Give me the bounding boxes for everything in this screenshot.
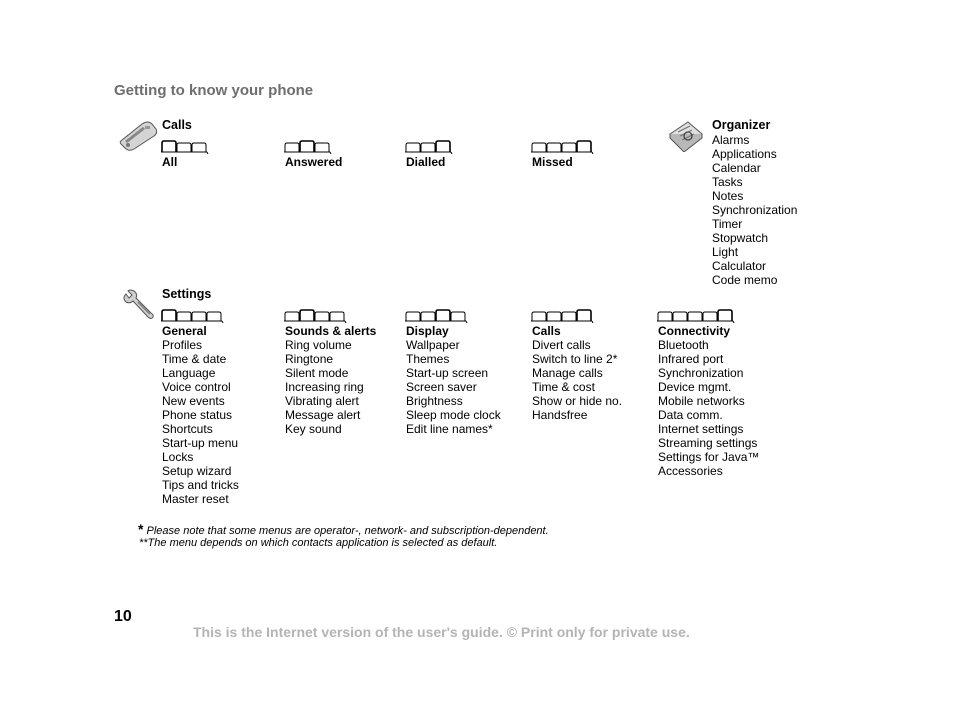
- section-title: Getting to know your phone: [114, 82, 314, 99]
- settings-menu-item[interactable]: Master reset: [162, 492, 229, 506]
- tab-baseline-end: [330, 152, 331, 154]
- settings-menu-item[interactable]: Ring volume: [285, 338, 352, 352]
- settings-menu-item[interactable]: Themes: [406, 352, 450, 366]
- calls-tab-dialled[interactable]: Dialled: [406, 155, 446, 169]
- menu-tab-shape: [162, 310, 176, 321]
- organizer-item[interactable]: Alarms: [712, 133, 750, 147]
- settings-menu-item[interactable]: Phone status: [162, 408, 233, 422]
- menu-tab-shape: [547, 143, 561, 152]
- settings-tab-head[interactable]: Sounds & alerts: [285, 324, 377, 338]
- settings-menu-item[interactable]: Show or hide no.: [532, 394, 623, 408]
- settings-tabs-calls: [531, 309, 595, 323]
- settings-menu-item[interactable]: Increasing ring: [285, 380, 364, 394]
- settings-menu-item[interactable]: Language: [162, 366, 216, 380]
- menu-tab-shape: [300, 141, 314, 152]
- settings-tabs-general: [161, 309, 225, 323]
- organizer-item[interactable]: Calendar: [712, 161, 761, 175]
- settings-menu-item[interactable]: Time & cost: [532, 380, 595, 394]
- phone-handset-icon: [116, 116, 160, 152]
- settings-menu-item[interactable]: Wallpaper: [406, 338, 460, 352]
- settings-menu-item[interactable]: Tips and tricks: [162, 478, 239, 492]
- menu-tab-shape: [658, 312, 672, 321]
- settings-menu-item[interactable]: Mobile networks: [658, 394, 745, 408]
- settings-menu-item[interactable]: Settings for Java™: [658, 450, 760, 464]
- menu-tab-shape: [285, 312, 299, 321]
- menu-tab-shape: [421, 312, 435, 321]
- settings-menu-item[interactable]: Setup wizard: [162, 464, 232, 478]
- menu-tab-shape: [207, 312, 221, 321]
- menu-tab-shape: [532, 143, 546, 152]
- settings-menu-item[interactable]: Profiles: [162, 338, 203, 352]
- menu-tab-shape: [300, 310, 314, 321]
- calls-tab-answered[interactable]: Answered: [285, 155, 343, 169]
- settings-menu-item[interactable]: Switch to line 2*: [532, 352, 618, 366]
- settings-menu-item[interactable]: Start-up screen: [406, 366, 489, 380]
- settings-menu-item[interactable]: Device mgmt.: [658, 380, 732, 394]
- settings-tab-head[interactable]: Connectivity: [658, 324, 731, 338]
- organizer-item[interactable]: Tasks: [712, 175, 743, 189]
- settings-menu-item[interactable]: Data comm.: [658, 408, 723, 422]
- menu-tab-shape: [532, 312, 546, 321]
- menu-tab-shape: [315, 143, 329, 152]
- tab-baseline-end: [451, 152, 452, 154]
- settings-menu-title: Settings: [162, 287, 212, 301]
- settings-menu-item[interactable]: Shortcuts: [162, 422, 213, 436]
- menu-tab-shape: [177, 312, 191, 321]
- settings-tab-head[interactable]: Display: [406, 324, 449, 338]
- menu-tab-shape: [688, 312, 702, 321]
- settings-menu-item[interactable]: Accessories: [658, 464, 723, 478]
- menu-tab-shape: [577, 141, 591, 152]
- menu-tab-shape: [330, 312, 344, 321]
- menu-tab-shape: [673, 312, 687, 321]
- tab-baseline-end: [222, 321, 223, 323]
- settings-menu-item[interactable]: Time & date: [162, 352, 227, 366]
- contacts-note: **The menu depends on which contacts application is selected as default.: [139, 537, 498, 549]
- menu-tab-shape: [577, 310, 591, 321]
- settings-menu-item[interactable]: Ringtone: [285, 352, 334, 366]
- settings-tabs-sounds: [284, 309, 348, 323]
- note-text-1: Please note that some menus are operator-, network- and subscription-dependent.: [146, 525, 549, 537]
- menu-tab-shape: [718, 310, 732, 321]
- settings-tab-head[interactable]: General: [162, 324, 207, 338]
- menu-tab-shape: [562, 312, 576, 321]
- organizer-item[interactable]: Notes: [712, 189, 744, 203]
- settings-column-calls: [532, 324, 622, 422]
- settings-tab-head[interactable]: Calls: [532, 324, 561, 338]
- menu-tab-shape: [177, 143, 191, 152]
- settings-column-display: [406, 324, 501, 436]
- organizer-menu-title: Organizer: [712, 118, 771, 132]
- menu-tab-shape: [192, 143, 206, 152]
- settings-menu-item[interactable]: Start-up menu: [162, 436, 239, 450]
- settings-menu-item[interactable]: Edit line names*: [406, 422, 493, 436]
- settings-menu-item[interactable]: Infrared port: [658, 352, 724, 366]
- settings-menu-item[interactable]: Voice control: [162, 380, 231, 394]
- menu-tab-shape: [315, 312, 329, 321]
- settings-menu-item[interactable]: Locks: [162, 450, 194, 464]
- calls-tab-missed[interactable]: Missed: [532, 155, 573, 169]
- settings-column-connectivity: [658, 324, 759, 478]
- menu-tab-shape: [162, 141, 176, 152]
- settings-menu-item[interactable]: Internet settings: [658, 422, 744, 436]
- settings-menu-item[interactable]: Key sound: [285, 422, 342, 436]
- page-number: 10: [114, 608, 132, 625]
- organizer-item[interactable]: Timer: [712, 217, 743, 231]
- menu-tab-shape: [547, 312, 561, 321]
- tab-baseline-end: [207, 152, 208, 154]
- settings-menu-item[interactable]: Synchronization: [658, 366, 744, 380]
- footer-disclaimer: This is the Internet version of the user's guide. © Print only for private use.: [193, 624, 690, 640]
- operator-note: [138, 521, 549, 537]
- settings-menu-item[interactable]: Vibrating alert: [285, 394, 359, 408]
- tab-baseline-end: [466, 321, 467, 323]
- organizer-book-icon: [666, 116, 706, 152]
- settings-menu-item[interactable]: Bluetooth: [658, 338, 709, 352]
- settings-menu-item[interactable]: Divert calls: [532, 338, 591, 352]
- settings-menu-item[interactable]: Message alert: [285, 408, 361, 422]
- menu-tab-shape: [436, 310, 450, 321]
- menu-tab-shape: [192, 312, 206, 321]
- settings-menu-item[interactable]: Streaming settings: [658, 436, 758, 450]
- settings-menu-item[interactable]: Handsfree: [532, 408, 588, 422]
- organizer-item[interactable]: Calculator: [712, 259, 767, 273]
- settings-menu-item[interactable]: Brightness: [406, 394, 463, 408]
- note-star: *: [138, 521, 144, 537]
- settings-tabs-display: [405, 309, 469, 323]
- menu-tab-shape: [406, 312, 420, 321]
- calls-tab-all[interactable]: All: [162, 155, 178, 169]
- organizer-item[interactable]: Light: [712, 245, 739, 259]
- settings-menu-item[interactable]: Screen saver: [406, 380, 477, 394]
- calls-tabs-missed: [531, 140, 595, 154]
- settings-menu-item[interactable]: Silent mode: [285, 366, 349, 380]
- organizer-item[interactable]: Code memo: [712, 273, 778, 287]
- organizer-item[interactable]: Synchronization: [712, 203, 798, 217]
- menu-tab-shape: [436, 141, 450, 152]
- calls-tabs-answered: [284, 140, 333, 154]
- settings-tabs-connectivity: [657, 309, 736, 323]
- menu-tab-shape: [421, 143, 435, 152]
- tab-baseline-end: [345, 321, 346, 323]
- menu-tab-shape: [406, 143, 420, 152]
- calls-tabs-dialled: [405, 140, 454, 154]
- settings-menu-item[interactable]: Sleep mode clock: [406, 408, 501, 422]
- menu-tab-shape: [562, 143, 576, 152]
- organizer-item[interactable]: Applications: [712, 147, 777, 161]
- tab-baseline-end: [592, 152, 593, 154]
- menu-tab-shape: [451, 312, 465, 321]
- organizer-item[interactable]: Stopwatch: [712, 231, 769, 245]
- settings-column-general: [162, 324, 239, 506]
- wrench-icon: [120, 288, 156, 322]
- menu-tab-shape: [285, 143, 299, 152]
- tab-baseline-end: [733, 321, 734, 323]
- calls-menu-title: Calls: [162, 118, 192, 132]
- menu-tab-shape: [703, 312, 717, 321]
- calls-tabs-all: [161, 140, 210, 154]
- tab-baseline-end: [592, 321, 593, 323]
- settings-column-sounds: [285, 324, 376, 436]
- organizer-list: [712, 133, 797, 287]
- settings-menu-item[interactable]: Manage calls: [532, 366, 603, 380]
- settings-menu-item[interactable]: New events: [162, 394, 225, 408]
